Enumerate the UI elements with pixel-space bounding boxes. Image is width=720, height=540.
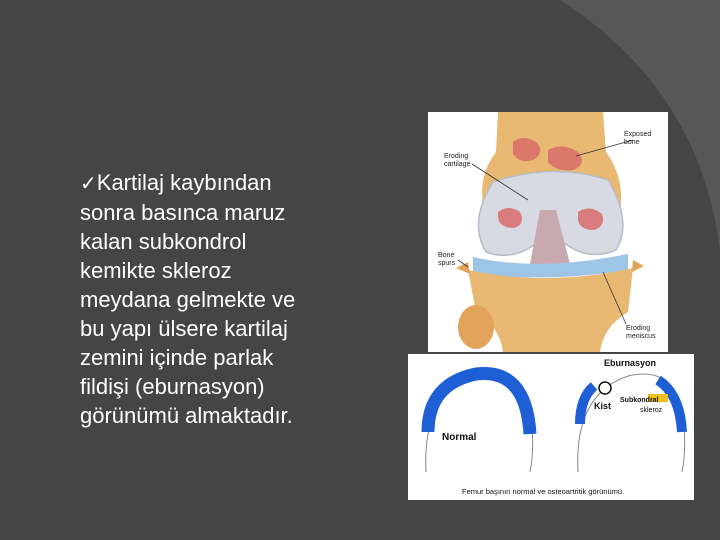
label-eroding-cartilage-2: cartilage: [444, 161, 471, 168]
bullet-line-2: sonra basınca maruz: [80, 200, 286, 225]
label-bone-spurs-1: Bone: [438, 252, 455, 259]
label-normal: Normal: [442, 432, 477, 443]
checkmark-icon: ✓: [80, 171, 97, 195]
label-subkondral: Subkondral: [620, 397, 659, 404]
bullet-line-8: fildişi (eburnasyon): [80, 374, 265, 399]
bullet-text-block: [80, 168, 380, 430]
label-skleroz: skleroz: [640, 407, 663, 414]
bullet-line-5: meydana gelmekte ve: [80, 287, 296, 312]
label-eroding-cartilage-1: Eroding: [444, 153, 469, 160]
label-eroding-meniscus-2: meniscus: [626, 333, 656, 340]
label-bone-spurs-2: spurs: [438, 260, 456, 267]
label-exposed-bone-2: bone: [624, 139, 640, 146]
knee-illustration-svg: [428, 112, 668, 352]
bullet-line-3: kalan subkondrol: [80, 229, 247, 254]
figure-caption: Femur başının normal ve osteoartritik görünümü.: [462, 487, 625, 496]
knee-osteoarthritis-illustration: [428, 112, 668, 352]
bullet-line-7: zemini içinde parlak: [80, 345, 274, 370]
bullet-line-6: bu yapı ülsere kartilaj: [80, 316, 288, 341]
cyst-marker: [599, 382, 611, 394]
femur-head-comparison-svg: [408, 354, 694, 500]
femur-head-comparison-figure: [408, 354, 694, 500]
label-kist: Kist: [594, 401, 612, 411]
label-exposed-bone-1: Exposed: [624, 131, 652, 138]
bullet-line-9: görünümü almaktadır.: [80, 403, 293, 428]
normal-cartilage-arc: [428, 374, 530, 435]
label-eroding-meniscus-1: Eroding: [626, 325, 651, 332]
bullet-line-1: ✓Kartilaj kaybından: [80, 170, 272, 195]
bullet-line-4: kemikte skleroz: [80, 258, 232, 283]
label-eburnasyon: Eburnasyon: [604, 358, 657, 368]
